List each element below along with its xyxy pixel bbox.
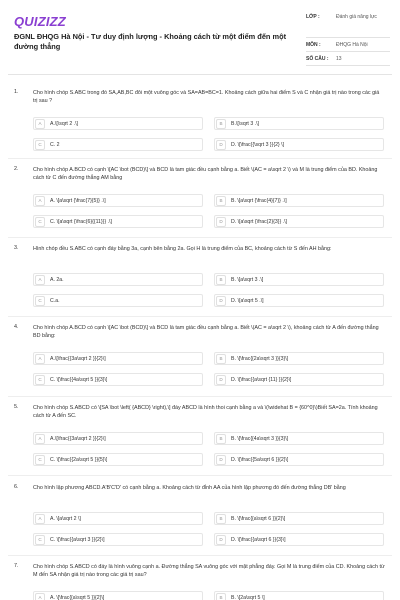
option-letter: B — [216, 119, 226, 129]
option-b[interactable] — [214, 273, 384, 286]
option-text: D. \[\frac{{a\sqrt {11} }}{2}\] — [231, 376, 292, 383]
question-separator — [8, 316, 392, 317]
option-a[interactable] — [33, 117, 203, 130]
worksheet-title: ĐGNL ĐHQG Hà Nội - Tư duy định lượng - Khoảng cách từ một điểm đến một đường thẳng — [14, 32, 287, 51]
option-d[interactable] — [214, 138, 384, 151]
question-number: 3. — [14, 245, 19, 251]
option-letter: A — [35, 593, 45, 600]
option-text: B. \[\frac{{a\sqrt 6 }}{2}\] — [231, 515, 286, 522]
question-text: Hình chóp đều S.ABC có cạnh đáy bằng 3a, cạnh bên bằng 2a. Gọi H là trung điểm của BC, khoảng cách từ S đến AH bằng: — [33, 246, 332, 252]
option-text: A. 2a. — [50, 276, 64, 283]
option-text: C. \[a\sqrt {\frac{6}{{11}}} .\] — [50, 218, 112, 225]
option-text: B.\[\sqrt 3 .\] — [231, 120, 259, 127]
option-text: D. \[a\sqrt {\frac{2}{3}} .\] — [231, 218, 287, 225]
header-divider — [8, 74, 392, 75]
option-letter: D — [216, 140, 226, 150]
question-text: Cho hình chóp S.ABCD có đáy là hình vuông cạnh a. Đường thẳng SA vuông góc với mặt phẳng đáy. Gọi M là trung điểm của CD. Khoảng cách từ M đến SA nhận giá trị nào trong các giá trị sau? — [33, 564, 385, 578]
option-a[interactable] — [33, 432, 203, 445]
meta-row-count — [306, 52, 390, 66]
option-letter: B — [216, 354, 226, 364]
option-a[interactable] — [33, 273, 203, 286]
quizizz-logo: QUIZIZZ — [14, 14, 66, 29]
option-c[interactable] — [33, 294, 203, 307]
option-b[interactable] — [214, 591, 384, 600]
option-text: D. \[\frac{{\sqrt 3 }}{2} \] — [231, 141, 285, 148]
question-number: 1. — [14, 89, 19, 95]
option-letter: D — [216, 375, 226, 385]
question-number: 6. — [14, 484, 19, 490]
option-letter: B — [216, 434, 226, 444]
meta-row-subject — [306, 38, 390, 52]
option-letter: D — [216, 296, 226, 306]
option-a[interactable] — [33, 194, 203, 207]
option-a[interactable] — [33, 352, 203, 365]
option-letter: A — [35, 354, 45, 364]
meta-value: ĐHQG Hà Nội — [336, 42, 368, 48]
meta-row-class — [306, 12, 390, 38]
option-text: A. \[\frac{{a\sqrt 5 }}{2}\] — [50, 594, 105, 600]
option-text: C.a. — [50, 297, 60, 304]
option-b[interactable] — [214, 432, 384, 445]
option-d[interactable] — [214, 215, 384, 228]
option-text: B. \[a\sqrt 3 .\] — [231, 276, 264, 283]
option-letter: B — [216, 196, 226, 206]
option-b[interactable] — [214, 352, 384, 365]
option-a[interactable] — [33, 591, 203, 600]
option-letter: C — [35, 217, 45, 227]
option-text: D. \[\frac{{5a\sqrt 6 }}{2}\] — [231, 456, 289, 463]
option-letter: A — [35, 119, 45, 129]
option-d[interactable] — [214, 294, 384, 307]
question-text: Cho hình chóp A.BCD có cạnh \[AC \bot (BCD)\] và BCD là tam giác đều cạnh bằng a. Biết \(AC = a\sqrt 2 \) và M là trung điểm của BD. Khoảng cách từ C đến đường thẳng AM bằng — [33, 167, 378, 181]
question-text: Cho hình chóp A.BCD có cạnh \[AC \bot (BCD)\] và BCD là tam giác đều cạnh bằng a. Biết \(AC = a\sqrt 2 \), khoảng cách từ A đến đường thẳng BD bằng: — [33, 325, 379, 339]
option-text: A.\[\frac{{3a\sqrt 2 }}{2}\] — [50, 355, 106, 362]
question-separator — [8, 475, 392, 476]
option-letter: D — [216, 455, 226, 465]
option-letter: A — [35, 196, 45, 206]
question-separator — [8, 555, 392, 556]
question-text: Cho hình chóp S.ABCD có \[SA \bot \left( {ABCD} \right),\] đáy ABCD là hình thoi cạnh bằng a và \(\widehat B = {60^0}\)Biết SA=2a. Tính khoảng cách từ A đến SC. — [33, 405, 378, 419]
worksheet-meta — [306, 12, 390, 66]
option-text: C. \[\frac{{a\sqrt 3 }}{2}\] — [50, 536, 105, 543]
option-a[interactable] — [33, 512, 203, 525]
option-letter: B — [216, 514, 226, 524]
option-text: C. \[\frac{{4a\sqrt 5 }}{3}\] — [50, 376, 108, 383]
option-text: B. \[a\sqrt {\frac{4}{7}} .\] — [231, 197, 287, 204]
worksheet-header — [0, 0, 400, 68]
option-letter: C — [35, 296, 45, 306]
option-text: A.\[\sqrt 2 .\] — [50, 120, 78, 127]
option-b[interactable] — [214, 194, 384, 207]
option-c[interactable] — [33, 138, 203, 151]
meta-value: 13 — [336, 56, 342, 62]
question-number: 5. — [14, 404, 19, 410]
question-number: 7. — [14, 563, 19, 569]
meta-value: Đánh giá năng lực — [336, 14, 377, 20]
option-c[interactable] — [33, 533, 203, 546]
option-c[interactable] — [33, 373, 203, 386]
option-b[interactable] — [214, 512, 384, 525]
option-letter: B — [216, 593, 226, 600]
option-letter: D — [216, 535, 226, 545]
meta-label: MÔN : — [306, 42, 321, 48]
option-letter: B — [216, 275, 226, 285]
question-number: 4. — [14, 324, 19, 330]
option-text: A. \[a\sqrt {\frac{7}{5}} .\] — [50, 197, 106, 204]
meta-label: SỐ CÂU : — [306, 56, 329, 62]
option-text: B. \[2a\sqrt 5 \] — [231, 594, 265, 600]
option-d[interactable] — [214, 533, 384, 546]
option-letter: D — [216, 217, 226, 227]
option-letter: A — [35, 514, 45, 524]
option-text: D. \[a\sqrt 5 .\] — [231, 297, 264, 304]
option-text: A. \[a\sqrt 2 \] — [50, 515, 81, 522]
option-text: A.\[\frac{{3a\sqrt 2 }}{2}\] — [50, 435, 106, 442]
option-letter: C — [35, 140, 45, 150]
option-d[interactable] — [214, 373, 384, 386]
question-text: Cho hình lập phương ABCD.A'B'C'D' có cạnh bằng a. Khoảng cách từ đỉnh AA của hình lập phương đó đến đường thẳng DB' bằng — [33, 485, 346, 491]
option-letter: A — [35, 434, 45, 444]
question-text: Cho hình chóp S.ABC trong đó SA,AB,BC đôi một vuông góc và SA=AB=BC=1. Khoảng cách giữa hai điểm S và C nhận giá trị nào trong các giá trị sau ? — [33, 90, 380, 104]
option-text: D. \[\frac{{a\sqrt 6 }}{3}\] — [231, 536, 286, 543]
option-c[interactable] — [33, 215, 203, 228]
option-d[interactable] — [214, 453, 384, 466]
option-letter: C — [35, 455, 45, 465]
option-letter: A — [35, 275, 45, 285]
question-separator — [8, 237, 392, 238]
question-separator — [8, 158, 392, 159]
option-b[interactable] — [214, 117, 384, 130]
option-letter: C — [35, 375, 45, 385]
meta-label: LỚP : — [306, 14, 320, 20]
question-separator — [8, 396, 392, 397]
question-number: 2. — [14, 166, 19, 172]
option-text: C. 2 — [50, 141, 60, 148]
option-letter: C — [35, 535, 45, 545]
option-text: C. \[\frac{{2a\sqrt 5 }}{5}\] — [50, 456, 108, 463]
option-c[interactable] — [33, 453, 203, 466]
option-text: B. \[\frac{{4a\sqrt 3 }}{3}\] — [231, 435, 289, 442]
option-text: B. \[\frac{{2a\sqrt 3 }}{3}\] — [231, 355, 289, 362]
